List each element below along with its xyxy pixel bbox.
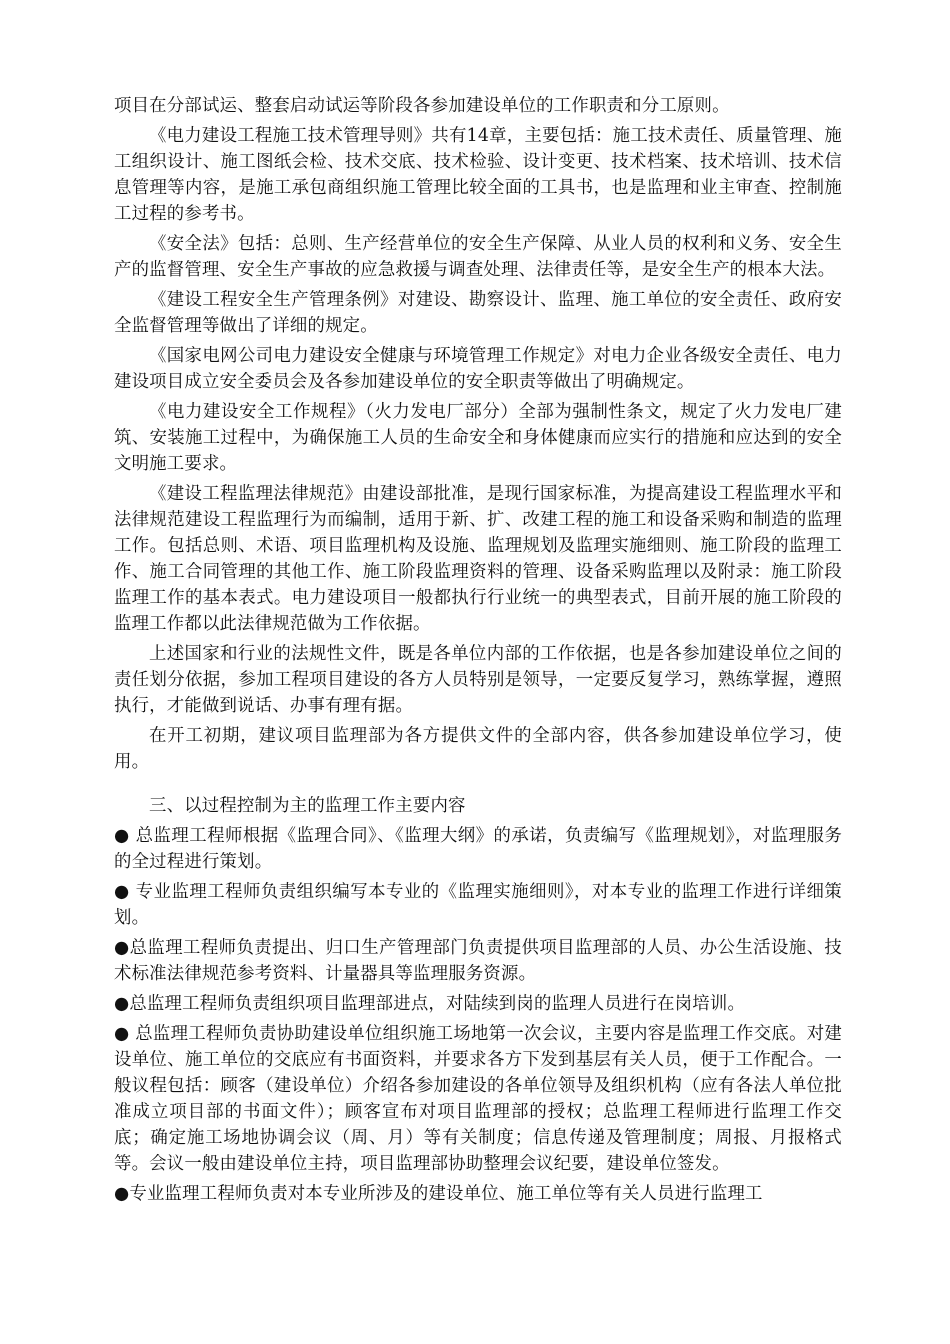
- paragraph-state-grid-rules: 《国家电网公司电力建设安全健康与环境管理工作规定》对电力企业各级安全责任、电力建设项目成立安全委员会及各参加建设单位的安全职责等做出了明确规定。: [114, 346, 842, 392]
- paragraph-safety-work-code: 《电力建设安全工作规程》（火力发电厂部分）全部为强制性条文，规定了火力发电厂建筑、安装施工过程中，为确保施工人员的生命安全和身体健康而应实行的措施和应达到的安全文明施工要求。: [114, 402, 842, 474]
- paragraph-safety-law: 《安全法》包括：总则、生产经营单位的安全生产保障、从业人员的权利和义务、安全生产的监督管理、安全生产事故的应急救援与调查处理、法律责任等，是安全生产的根本大法。: [114, 234, 842, 280]
- document-body: [114, 93, 842, 1211]
- bullet-item: ●总监理工程师负责提出、归口生产管理部门负责提供项目监理部的人员、办公生活设施、技术标准法律规范参考资料、计量器具等监理服务资源。: [114, 938, 842, 984]
- paragraph-continuation: 项目在分部试运、整套启动试运等阶段各参加建设单位的工作职责和分工原则。: [114, 96, 730, 116]
- paragraph-safety-regulation: 《建设工程安全生产管理条例》对建设、勘察设计、监理、施工单位的安全责任、政府安全监督管理等做出了详细的规定。: [114, 290, 842, 336]
- section-heading: 三、以过程控制为主的监理工作主要内容: [149, 796, 466, 816]
- bullet-item: ●专业监理工程师负责对本专业所涉及的建设单位、施工单位等有关人员进行监理工: [114, 1184, 763, 1204]
- paragraph-regulations-summary: 上述国家和行业的法规性文件，既是各单位内部的工作依据，也是各参加建设单位之间的责任划分依据，参加工程项目建设的各方人员特别是领导，一定要反复学习，熟练掌握，遵照执行，才能做到说话、办事有理有据。: [114, 644, 842, 716]
- paragraph-supervision-code: 《建设工程监理法律规范》由建设部批准，是现行国家标准，为提高建设工程监理水平和法律规范建设工程监理行为而编制，适用于新、扩、改建工程的施工和设备采购和制造的监理工作。包括总则、术语、项目监理机构及设施、监理规划及监理实施细则、施工阶段的监理工作、施工合同管理的其他工作、施工阶段监理资料的管理、设备采购监理以及附录：施工阶段监理工作的基本表式。电力建设项目一般都执行行业统一的典型表式，目前开展的施工阶段的监理工作都以此法律规范做为工作依据。: [114, 484, 842, 634]
- bullet-item: ●总监理工程师负责组织项目监理部进点，对陆续到岗的监理人员进行在岗培训。: [114, 994, 746, 1014]
- paragraph-construction-tech-guideline: 《电力建设工程施工技术管理导则》共有14章，主要包括：施工技术责任、质量管理、施工组织设计、施工图纸会检、技术交底、技术检验、设计变更、技术档案、技术培训、技术信息管理等内容，是施工承包商组织施工管理比较全面的工具书，也是监理和业主审查、控制施工过程的参考书。: [114, 126, 842, 224]
- paragraph-initial-stage: 在开工初期，建议项目监理部为各方提供文件的全部内容，供各参加建设单位学习，使用。: [114, 726, 842, 772]
- bullet-item: ● 总监理工程师根据《监理合同》、《监理大纲》的承诺，负责编写《监理规划》，对监理服务的全过程进行策划。: [114, 826, 842, 872]
- bullet-item: ● 专业监理工程师负责组织编写本专业的《监理实施细则》，对本专业的监理工作进行详细策划。: [114, 882, 842, 928]
- bullet-item: ● 总监理工程师负责协助建设单位组织施工场地第一次会议，主要内容是监理工作交底。对建设单位、施工单位的交底应有书面资料，并要求各方下发到基层有关人员，便于工作配合。一般议程包括：顾客（建设单位）介绍各参加建设的各单位领导及组织机构（应有各法人单位批准成立项目部的书面文件）；顾客宣布对项目监理部的授权；总监理工程师进行监理工作交底；确定施工场地协调会议（周、月）等有关制度；信息传递及管理制度；周报、月报格式等。会议一般由建设单位主持，项目监理部协助整理会议纪要，建设单位签发。: [114, 1024, 842, 1174]
